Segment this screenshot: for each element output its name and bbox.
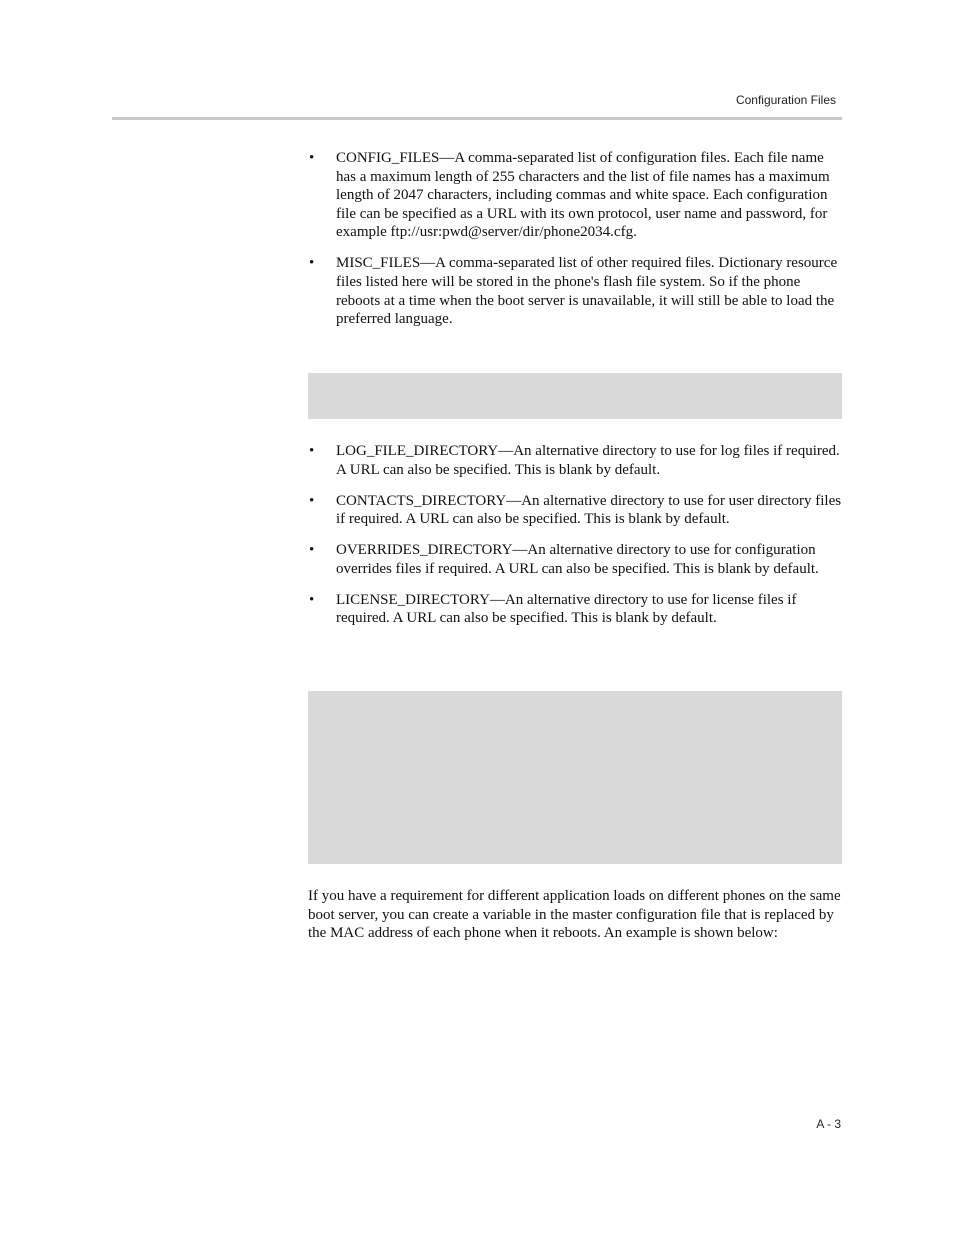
list-item-contacts-directory: • CONTACTS_DIRECTORY—An alternative directory to use for user directory files if required. A URL can also be specified. This is blank by default.: [308, 492, 842, 529]
list-item-overrides-directory: • OVERRIDES_DIRECTORY—An alternative directory to use for configuration overrides files if required. A URL can also be specified. This is blank by default.: [308, 541, 842, 578]
list-item-license-directory: • LICENSE_DIRECTORY—An alternative directory to use for license files if required. A URL can also be specified. This is blank by default.: [308, 591, 842, 628]
list-item-log-file-directory: • LOG_FILE_DIRECTORY—An alternative directory to use for log files if required. A URL can also be specified. This is blank by default.: [308, 442, 842, 479]
shaded-placeholder-block: [308, 373, 842, 419]
shaded-placeholder-block: [308, 691, 842, 864]
page-number: A - 3: [816, 1117, 841, 1131]
list-item-config-files: • CONFIG_FILES—A comma-separated list of configuration files. Each file name has a maximum length of 255 characters and the list of file names has a maximum length of 2047 characters, including commas and white space. Each configuration file can be specified as a URL with its own protocol, user name and password, for example ftp://usr:pwd@server/dir/phone2034.cfg.: [308, 149, 842, 242]
header-rule: [112, 117, 842, 120]
directory-settings-list: [308, 442, 842, 640]
body-paragraph: If you have a requirement for different application loads on different phones on the same boot server, you can create a variable in the master configuration file that is replaced by the MAC address of each phone when it reboots. An example is shown below:: [308, 888, 841, 942]
running-header: Configuration Files: [735, 93, 836, 107]
file-settings-list: [308, 149, 842, 341]
list-item-misc-files: • MISC_FILES—A comma-separated list of other required files. Dictionary resource files listed here will be stored in the phone's flash file system. So if the phone reboots at a time when the boot server is unavailable, it will still be able to load the preferred language.: [308, 254, 842, 328]
